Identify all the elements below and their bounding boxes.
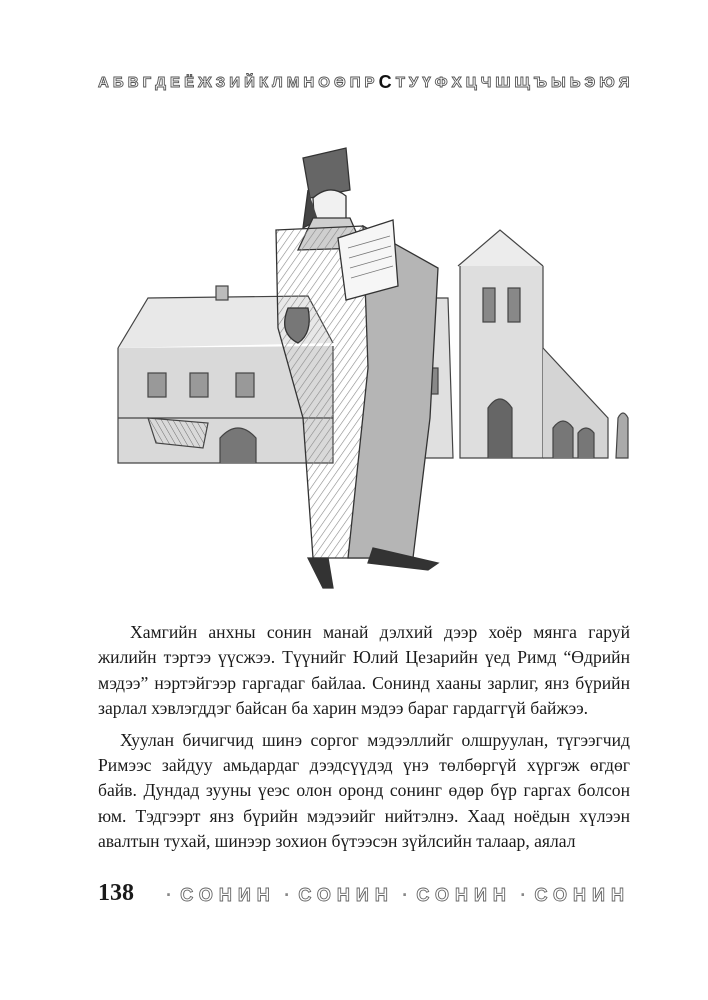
right-building — [408, 230, 628, 458]
paragraph-1: Хамгийн анхны сонин манай дэлхий дээр хоёр мянга гаруй жилийн тэртээ үүсжээ. Түүнийг Юлий Цезарийн үед Римд “Өдрийн мэдээ” нэртэйгээр гаргадаг байлаа. Сонинд хааны зарлиг, янз бүрийн зарлал хэвлэгддэг байсан ба харин мэдээ бараг гардаггүй байжээ. — [98, 622, 630, 719]
alphabet-letter: Е — [169, 74, 180, 91]
alphabet-letter: Х — [451, 74, 462, 91]
footer-word: СОНИН — [298, 885, 394, 905]
alphabet-letter: Ү — [422, 74, 431, 91]
alphabet-letter: Ф — [434, 74, 448, 91]
alphabet-letter: М — [286, 74, 300, 91]
footer-dot: · — [284, 885, 291, 905]
alphabet-letter: Й — [244, 74, 255, 91]
alphabet-letter: И — [229, 74, 241, 91]
footer-word: СОНИН — [416, 885, 512, 905]
alphabet-letter: Ш — [495, 74, 511, 91]
running-footer — [166, 885, 630, 906]
footer-dot: · — [520, 885, 527, 905]
alphabet-letter: Ю — [599, 74, 615, 91]
alphabet-letter: Щ — [514, 74, 530, 91]
page-footer — [98, 880, 630, 920]
alphabet-letter: Н — [303, 74, 315, 91]
alphabet-letter: У — [408, 74, 419, 91]
alphabet-letter: Т — [395, 74, 405, 91]
alphabet-letter: Ц — [465, 74, 477, 91]
alphabet-header — [98, 74, 630, 93]
alphabet-letter: Ч — [480, 74, 492, 91]
highlighted-letter: С — [378, 72, 392, 92]
alphabet-letter: Э — [584, 74, 596, 91]
paragraph-2: Хуулан бичигчид шинэ соргог мэдээллийг олшруулан, түгээгчид Римээс зайдуу амьдардаг дээдсүүдэд үнэ төлбөргүй хүргэж өгдөг байв. Дундад зууны үеэс олон оронд сонинг өдөр бүр гаргах болсон юм. Тэдгээрт янз бүрийн мэдээийг нийтэлнэ. Хаад ноёдын хүлээн авалтын тухай, шинээр зохион бүтээсэн зүйлсийн талаар, аялал — [98, 729, 630, 852]
alphabet-letter: К — [258, 74, 269, 91]
alphabet-letter: О — [318, 74, 330, 91]
footer-word: СОНИН — [534, 885, 630, 905]
alphabet-letter: Ь — [569, 74, 581, 91]
alphabet-letter: П — [349, 74, 361, 91]
alphabet-letter: Ж — [198, 74, 212, 91]
alphabet-letter: Ё — [184, 74, 195, 91]
footer-dot: · — [402, 885, 409, 905]
alphabet-letter: Д — [155, 74, 166, 91]
alphabet-letter: З — [215, 74, 226, 91]
alphabet-letter: Р — [364, 74, 375, 91]
alphabet-letter: Б — [112, 74, 124, 91]
alphabet-letter: Ъ — [533, 74, 547, 91]
alphabet-letter: Г — [142, 74, 152, 91]
alphabet-letter: Л — [272, 74, 283, 91]
footer-dot: · — [166, 885, 172, 905]
herald-figure — [276, 148, 438, 588]
alphabet-letter: В — [127, 74, 139, 91]
herald-illustration — [108, 118, 638, 608]
footer-word: СОНИН — [180, 885, 276, 905]
article-text — [98, 620, 630, 855]
alphabet-letter: Ө — [333, 74, 346, 91]
alphabet-letter: А — [98, 74, 109, 91]
alphabet-letter: Ы — [550, 74, 566, 91]
alphabet-letter: Я — [618, 74, 630, 91]
page-number: 138 — [98, 880, 134, 906]
